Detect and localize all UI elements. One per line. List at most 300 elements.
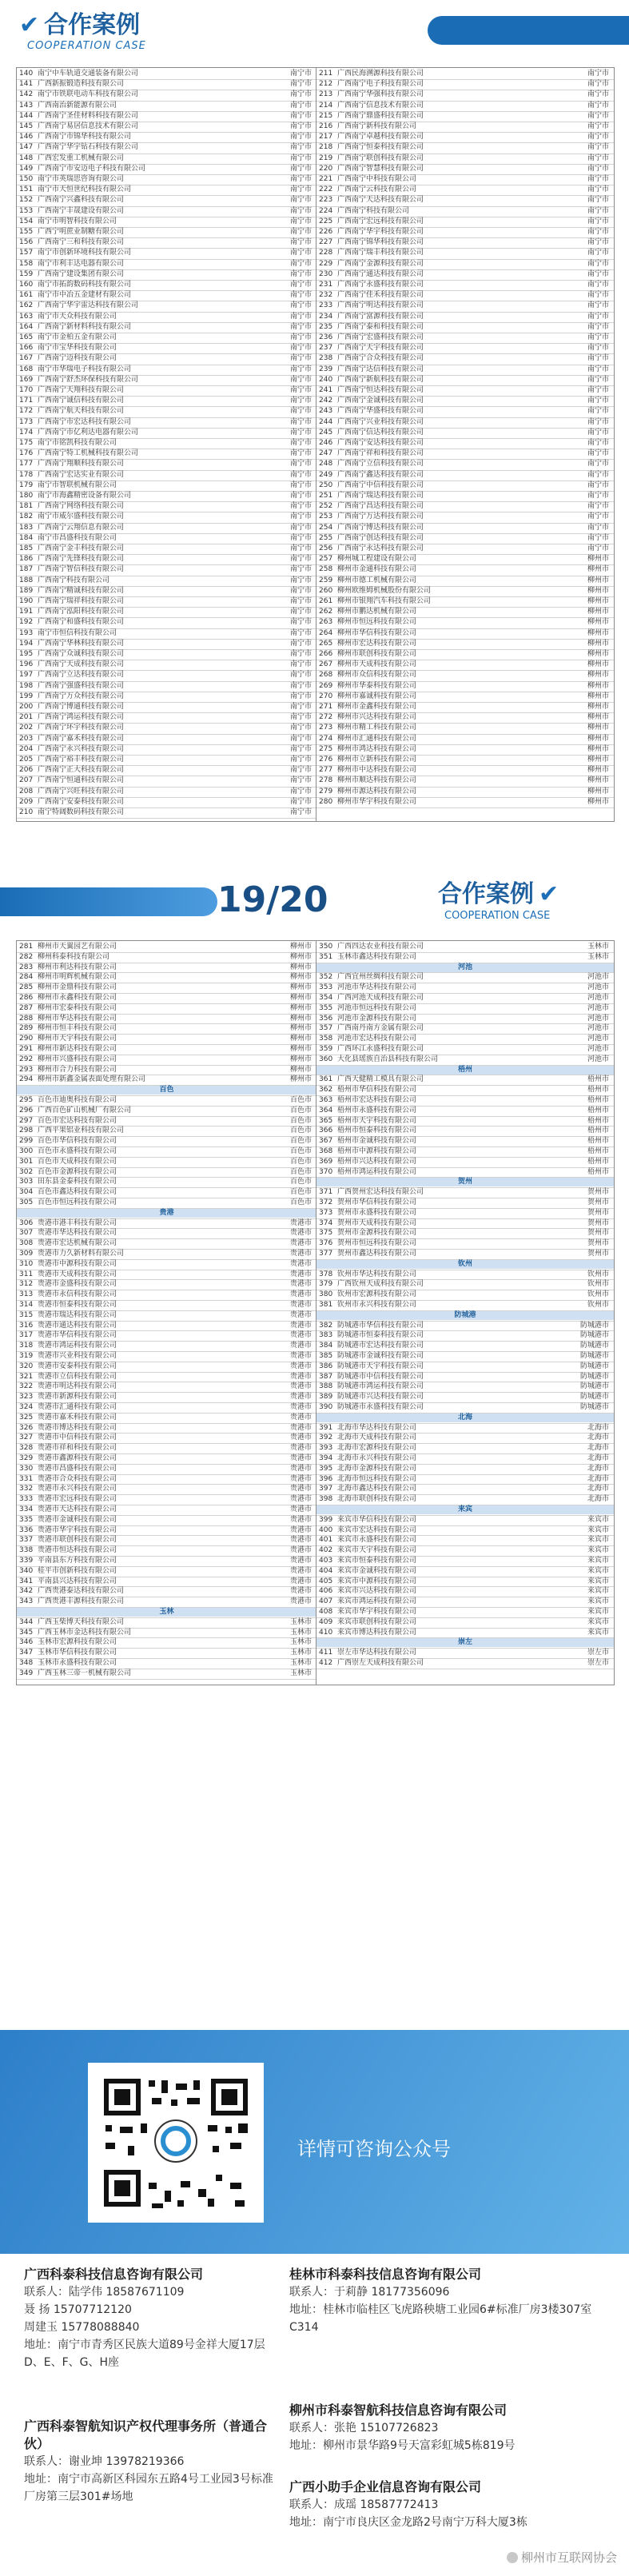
company-name: 广西南宁智慧科技有限公司: [337, 164, 424, 173]
table-row: [316, 238, 614, 247]
table-row: [316, 196, 614, 205]
table-row: [17, 112, 316, 121]
row-number: 391: [319, 1423, 333, 1432]
city: 北海市: [587, 1434, 609, 1442]
city: 百色市: [289, 1106, 312, 1115]
table-row: [316, 1198, 614, 1207]
city: 梧州市: [587, 1086, 609, 1095]
row-number: 334: [19, 1505, 34, 1513]
row-number: 273: [319, 724, 333, 732]
row-number: 272: [319, 713, 333, 722]
company-name: 贵港市鸿运科技有限公司: [38, 1342, 117, 1350]
table-row: [17, 1618, 316, 1627]
city: 南宁市: [289, 70, 312, 78]
company-name: 百色市永盛科技有限公司: [38, 1147, 117, 1155]
table-row: [316, 1015, 614, 1023]
city: 南宁市: [289, 776, 312, 785]
city: 贵港市: [289, 1393, 312, 1402]
company-name: 广西南宁科技有限公司: [337, 206, 410, 215]
row-number: 331: [19, 1474, 34, 1483]
row-number: 323: [19, 1393, 34, 1402]
company-name: 防城港市永盛科技有限公司: [337, 1403, 424, 1411]
company-name: 贵港市华达科技有限公司: [38, 1229, 117, 1238]
row-number: 225: [319, 217, 333, 225]
table-row: [17, 735, 316, 744]
table-row: [17, 1546, 316, 1555]
city: 柳州市: [289, 952, 312, 961]
table-row: [17, 1075, 316, 1084]
city: 贺州市: [587, 1188, 609, 1197]
city: 柳州市: [587, 713, 609, 722]
row-number: 386: [319, 1362, 333, 1370]
row-number: 381: [319, 1301, 333, 1309]
row-number: 300: [19, 1147, 34, 1155]
row-number: 328: [19, 1444, 34, 1453]
table-row: [17, 154, 316, 163]
city: 南宁市: [289, 544, 312, 552]
table-row: [17, 1096, 316, 1105]
city: 贵港市: [289, 1352, 312, 1360]
table-row: [316, 1618, 614, 1627]
table-row: [316, 1475, 614, 1484]
company-name: 河池市恒远科技有限公司: [337, 1003, 417, 1012]
row-number: 296: [19, 1106, 34, 1115]
company-name: 贺州市鑫达科技有限公司: [337, 1250, 417, 1258]
company-name: 广西南宁金诚科技有限公司: [337, 397, 424, 405]
table-row: [17, 228, 316, 237]
table-row: [316, 270, 614, 279]
city: 贵港市: [289, 1321, 312, 1330]
table-row: [17, 524, 316, 532]
row-number: 268: [319, 671, 333, 680]
table-row: [17, 270, 316, 279]
table-row: [316, 1454, 614, 1463]
table-row: [316, 1322, 614, 1330]
row-number: 245: [319, 428, 333, 437]
city: 南宁市: [587, 481, 609, 489]
row-number: 145: [19, 122, 34, 130]
table-row: [17, 745, 316, 754]
table-row: [17, 1444, 316, 1453]
table-row: [17, 724, 316, 732]
company-name: 柳州市德工机械有限公司: [337, 576, 417, 584]
table-row: [17, 1127, 316, 1135]
city: 百色市: [289, 1127, 312, 1135]
city: 柳州市: [587, 776, 609, 785]
table-row: [316, 291, 614, 300]
table-row: [17, 1311, 316, 1320]
city: 百色市: [289, 1178, 312, 1186]
city: 钦州市: [587, 1290, 609, 1299]
city: 南宁市: [289, 365, 312, 373]
company-name: 广西南宁瑞丰科技有限公司: [337, 249, 424, 257]
company-name: 广西南宁安达科技有限公司: [337, 439, 424, 447]
company-name: 广西南宁众诚科技有限公司: [38, 650, 125, 658]
city: 南宁市: [587, 133, 609, 142]
row-number: 295: [19, 1096, 34, 1104]
table-row: [316, 333, 614, 342]
company-name: 广西南宁天达科技有限公司: [337, 196, 424, 205]
row-number: 242: [319, 397, 333, 405]
city: 防城港市: [579, 1393, 609, 1402]
company-name: 南宁市利丰达电器有限公司: [38, 259, 125, 268]
company-name: 北海市天成科技有限公司: [337, 1434, 417, 1442]
company-name: 柳州市天宇科技有限公司: [38, 1035, 117, 1043]
city: 南宁市: [289, 417, 312, 426]
company-name: 防城港市华信科技有限公司: [337, 1321, 424, 1330]
city: 河池市: [587, 983, 609, 992]
company-name: 贺州市永盛科技有限公司: [337, 1208, 417, 1217]
row-number: 193: [19, 628, 34, 637]
table-row: [316, 1024, 614, 1033]
company-name: 柳州市天翼园艺有限公司: [38, 943, 117, 951]
table-row: [316, 565, 614, 574]
company-name: 北海市恒远科技有限公司: [337, 1474, 417, 1483]
city: 玉林市: [289, 1659, 312, 1667]
table-row: [316, 217, 614, 226]
company-name: 南宁市金柏五金有限公司: [38, 333, 117, 341]
company-name: 柳州市嘉诚科技有限公司: [337, 692, 417, 700]
case-table-block1-left: [16, 67, 317, 822]
city: 贵港市: [289, 1423, 312, 1432]
table-row: [17, 953, 316, 962]
company-name: 柳州市华泰科技有限公司: [337, 681, 417, 690]
company-name: 贵港市明达科技有限公司: [38, 1382, 117, 1391]
city: 防城港市: [579, 1321, 609, 1330]
row-number: 403: [319, 1557, 333, 1565]
city: 南宁市: [289, 523, 312, 532]
city: 梧州市: [587, 1167, 609, 1176]
city: 南宁市: [289, 703, 312, 711]
row-number: 398: [319, 1495, 333, 1504]
city: 玉林市: [289, 1638, 312, 1647]
company-name: 广西南宁创达科技有限公司: [337, 533, 424, 542]
table-row: [17, 963, 316, 972]
row-number: 356: [319, 1014, 333, 1023]
table-row: [17, 1669, 316, 1678]
row-number: 159: [19, 269, 34, 278]
city: 南宁市: [289, 386, 312, 394]
company-name: 广西南宁泓阳科技有限公司: [38, 608, 125, 616]
city: 南宁市: [587, 397, 609, 405]
row-number: 368: [319, 1147, 333, 1155]
city: 贵港市: [289, 1372, 312, 1381]
table-row: [17, 1024, 316, 1033]
city: 南宁市: [587, 322, 609, 331]
city: 南宁市: [289, 238, 312, 247]
table-row: [316, 1444, 614, 1453]
company-name: 贵港市兴业科技有限公司: [38, 1352, 117, 1360]
page-number: 19/20: [217, 879, 328, 920]
row-number: 197: [19, 671, 34, 680]
company-name: 广西南宁宏盛科技有限公司: [337, 333, 424, 341]
row-number: 232: [319, 291, 333, 300]
city: 来宾市: [587, 1525, 609, 1534]
table-row: [17, 143, 316, 152]
company-name: 南宁市拓韵数码科技有限公司: [38, 281, 132, 289]
row-number: 370: [319, 1167, 333, 1176]
table-row: [316, 1434, 614, 1442]
company-name: 广西南宁昌达科技有限公司: [337, 502, 424, 511]
company-name: 广西南宁恒通科技有限公司: [38, 776, 125, 785]
city: 贵港市: [289, 1597, 312, 1606]
row-number: 180: [19, 492, 34, 500]
company-name: 梧州市天宇科技有限公司: [337, 1116, 417, 1125]
table-row: [316, 724, 614, 732]
company-name: 广西南宁华强科技有限公司: [337, 90, 424, 99]
city: 南宁市: [587, 70, 609, 78]
row-number: 148: [19, 154, 34, 162]
table-row: [17, 1424, 316, 1433]
company-name: 广西南宁云翔信息有限公司: [38, 523, 125, 532]
company-name: 广西南宁强盛科技有限公司: [38, 681, 125, 690]
qr-code[interactable]: [88, 2063, 264, 2223]
row-number: 181: [19, 502, 34, 511]
city: 贵港市: [289, 1229, 312, 1238]
company-name: 来宾市博达科技有限公司: [337, 1628, 417, 1637]
city: 柳州市: [587, 671, 609, 680]
company-name: 柳州市恒丰科技有限公司: [38, 1024, 117, 1033]
company-name: 柳州科泰科技有限公司: [38, 952, 110, 961]
table-row: [316, 1382, 614, 1391]
city: 南宁市: [289, 269, 312, 278]
table-row: [316, 1577, 614, 1586]
row-number: 168: [19, 365, 34, 373]
table-row: [316, 1629, 614, 1637]
row-number: 140: [19, 70, 34, 78]
row-number: 276: [319, 756, 333, 764]
city: 来宾市: [587, 1617, 609, 1626]
company-name: 广西南宁嘉禾科技有限公司: [38, 734, 125, 743]
table-row: [17, 313, 316, 321]
row-number: 254: [319, 523, 333, 532]
row-number: 390: [319, 1403, 333, 1411]
table-row: [316, 1331, 614, 1340]
table-row: [316, 776, 614, 785]
company-name: 广西南宁迈科技有限公司: [38, 354, 117, 363]
company-name: 来宾市恒泰科技有限公司: [337, 1557, 417, 1565]
company-name: 广西南宁万众科技有限公司: [38, 692, 125, 700]
company-name: 贵港市新源科技有限公司: [38, 1393, 117, 1402]
table-row: [17, 776, 316, 785]
header-decoration-2: [0, 887, 217, 916]
city: 柳州市: [289, 1024, 312, 1033]
table-row: [316, 1403, 614, 1412]
row-number: 207: [19, 776, 34, 785]
row-number: 310: [19, 1259, 34, 1268]
row-number: 306: [19, 1218, 34, 1227]
city: 来宾市: [587, 1515, 609, 1524]
city: 钦州市: [587, 1280, 609, 1289]
table-row: [316, 143, 614, 152]
company-name: 广西河池天成科技有限公司: [337, 994, 424, 1002]
table-row: [316, 682, 614, 691]
city: 贵港市: [289, 1577, 312, 1585]
table-row: [316, 640, 614, 648]
row-number: 239: [319, 365, 333, 373]
company-name: 百色市金源科技有限公司: [38, 1167, 117, 1176]
row-number: 158: [19, 259, 34, 268]
city: 柳州市: [587, 608, 609, 616]
row-number: 201: [19, 713, 34, 722]
company-name: 广西南宁宏远科技有限公司: [337, 217, 424, 225]
table-row: [316, 1004, 614, 1013]
city: 南宁市: [289, 428, 312, 437]
company-name: 贵港市合众科技有限公司: [38, 1474, 117, 1483]
company-name: 来宾市鸿运科技有限公司: [337, 1597, 417, 1606]
company-name: 广西南宁天成科技有限公司: [38, 660, 125, 669]
company-name: 南宁市天众科技有限公司: [38, 312, 117, 321]
table-row: [17, 629, 316, 638]
row-number: 219: [319, 154, 333, 162]
company-name: 广西南宁裕丰科技有限公司: [38, 756, 125, 764]
table-row: [17, 1015, 316, 1023]
city: 柳州市: [587, 724, 609, 732]
table-row: [316, 735, 614, 744]
region-header: 防城港: [316, 1311, 614, 1320]
table-row: [316, 1280, 614, 1289]
city: 南宁市: [289, 639, 312, 648]
company-name: 北海市鑫达科技有限公司: [337, 1485, 417, 1493]
company-name: 广西南宁锦华科技有限公司: [337, 238, 424, 247]
table-row: [316, 80, 614, 89]
row-number: 294: [19, 1075, 34, 1084]
table-row: [316, 1270, 614, 1279]
table-row: [17, 1393, 316, 1402]
table-row: [316, 133, 614, 142]
row-number: 355: [319, 1003, 333, 1012]
row-number: 350: [319, 943, 333, 951]
row-number: 218: [319, 143, 333, 152]
region-header: 来宾: [316, 1505, 614, 1514]
contact-line: 地址：南宁市良庆区金龙路2号南宁万科大厦3栋: [289, 2516, 527, 2529]
city: 贵港市: [289, 1485, 312, 1493]
row-number: 325: [19, 1413, 34, 1422]
company-name: 柳州市华达科技有限公司: [38, 1014, 117, 1023]
company-name: 梧州市鸿运科技有限公司: [337, 1167, 417, 1176]
table-row: [17, 281, 316, 289]
row-number: 376: [319, 1239, 333, 1248]
city: 南宁市: [289, 744, 312, 753]
company-name: 广西南宁祥和科技有限公司: [337, 449, 424, 458]
table-row: [17, 798, 316, 807]
table-row: [17, 1475, 316, 1484]
region-header: 玉林: [17, 1608, 316, 1617]
row-number: 260: [319, 586, 333, 595]
company-name: 广西南宁万达科技有限公司: [337, 512, 424, 521]
table-row: [17, 1567, 316, 1576]
company-name: 广西南宁信达科技有限公司: [337, 428, 424, 437]
row-number: 173: [19, 417, 34, 426]
company-name: 来宾市联创科技有限公司: [337, 1617, 417, 1626]
row-number: 301: [19, 1157, 34, 1166]
row-number: 362: [319, 1086, 333, 1095]
table-row: [316, 1393, 614, 1402]
table-row: [17, 1198, 316, 1207]
city: 南宁市: [289, 249, 312, 257]
row-number: 397: [319, 1485, 333, 1493]
company-name: 贵港市天达科技有限公司: [38, 1505, 117, 1513]
city: 贵港市: [289, 1239, 312, 1248]
city: 南宁市: [289, 797, 312, 806]
company-name: 广西南宁泰和科技有限公司: [337, 322, 424, 331]
company-name: 梧州市华信科技有限公司: [337, 1086, 417, 1095]
table-row: [316, 1567, 614, 1576]
table-row: [17, 429, 316, 437]
company-name: 柳州市利达科技有限公司: [38, 963, 117, 971]
city: 北海市: [587, 1454, 609, 1462]
city: 柳州市: [289, 943, 312, 951]
row-number: 147: [19, 143, 34, 152]
table-row: [17, 756, 316, 764]
row-number: 229: [319, 259, 333, 268]
table-row: [316, 1290, 614, 1299]
table-row: [17, 1352, 316, 1361]
table-row: [17, 238, 316, 247]
table-row: [316, 1137, 614, 1146]
table-row: [17, 994, 316, 1003]
table-row: [17, 122, 316, 131]
city: 南宁市: [587, 492, 609, 500]
region-header: 崇左: [316, 1638, 614, 1647]
city: 河池市: [587, 994, 609, 1002]
city: 南宁市: [587, 502, 609, 511]
table-row: [316, 1659, 614, 1668]
city: 贺州市: [587, 1250, 609, 1258]
row-number: 311: [19, 1270, 34, 1278]
row-number: 144: [19, 111, 34, 120]
company-name: 百色市迪奥科技有限公司: [38, 1096, 117, 1104]
company-name: 南宁市华瑞电子科技有限公司: [38, 365, 132, 373]
table-row: [316, 1373, 614, 1382]
company-name: 梧州市中源科技有限公司: [337, 1147, 417, 1155]
company-name: 南宁市威尔盛科技有限公司: [38, 512, 125, 521]
company-name: 北海市联创科技有限公司: [337, 1495, 417, 1504]
table-row: [316, 1035, 614, 1043]
table-row: [316, 365, 614, 374]
table-row: [316, 165, 614, 173]
company-name: 梧州市兴达科技有限公司: [337, 1157, 417, 1166]
table-row: [316, 481, 614, 490]
city: 来宾市: [587, 1536, 609, 1545]
row-number: 349: [19, 1669, 34, 1677]
table-row: [17, 291, 316, 300]
row-number: 255: [319, 533, 333, 542]
city: 北海市: [587, 1485, 609, 1493]
table-row: [316, 354, 614, 363]
row-number: 153: [19, 206, 34, 215]
company-name: 柳州市明辉机械有限公司: [38, 973, 117, 982]
company-name: 贺州市金源科技有限公司: [337, 1229, 417, 1238]
company-name: 崇左市华达科技有限公司: [337, 1649, 417, 1657]
city: 柳州市: [289, 1065, 312, 1074]
city: 梧州市: [587, 1116, 609, 1125]
row-number: 407: [319, 1597, 333, 1606]
city: 贵港市: [289, 1259, 312, 1268]
company-name: 玉林市永盛科技有限公司: [38, 1659, 117, 1667]
table-row: [316, 344, 614, 353]
city: 柳州市: [289, 1014, 312, 1023]
table-row: [316, 323, 614, 332]
row-number: 157: [19, 249, 34, 257]
row-number: 338: [19, 1546, 34, 1555]
row-number: 270: [319, 692, 333, 700]
row-number: 329: [19, 1454, 34, 1462]
company-name: 桂平市创新科技有限公司: [38, 1566, 117, 1575]
company-name: 贵港市祥和科技有限公司: [38, 1444, 117, 1453]
row-number: 160: [19, 281, 34, 289]
row-number: 252: [319, 502, 333, 511]
